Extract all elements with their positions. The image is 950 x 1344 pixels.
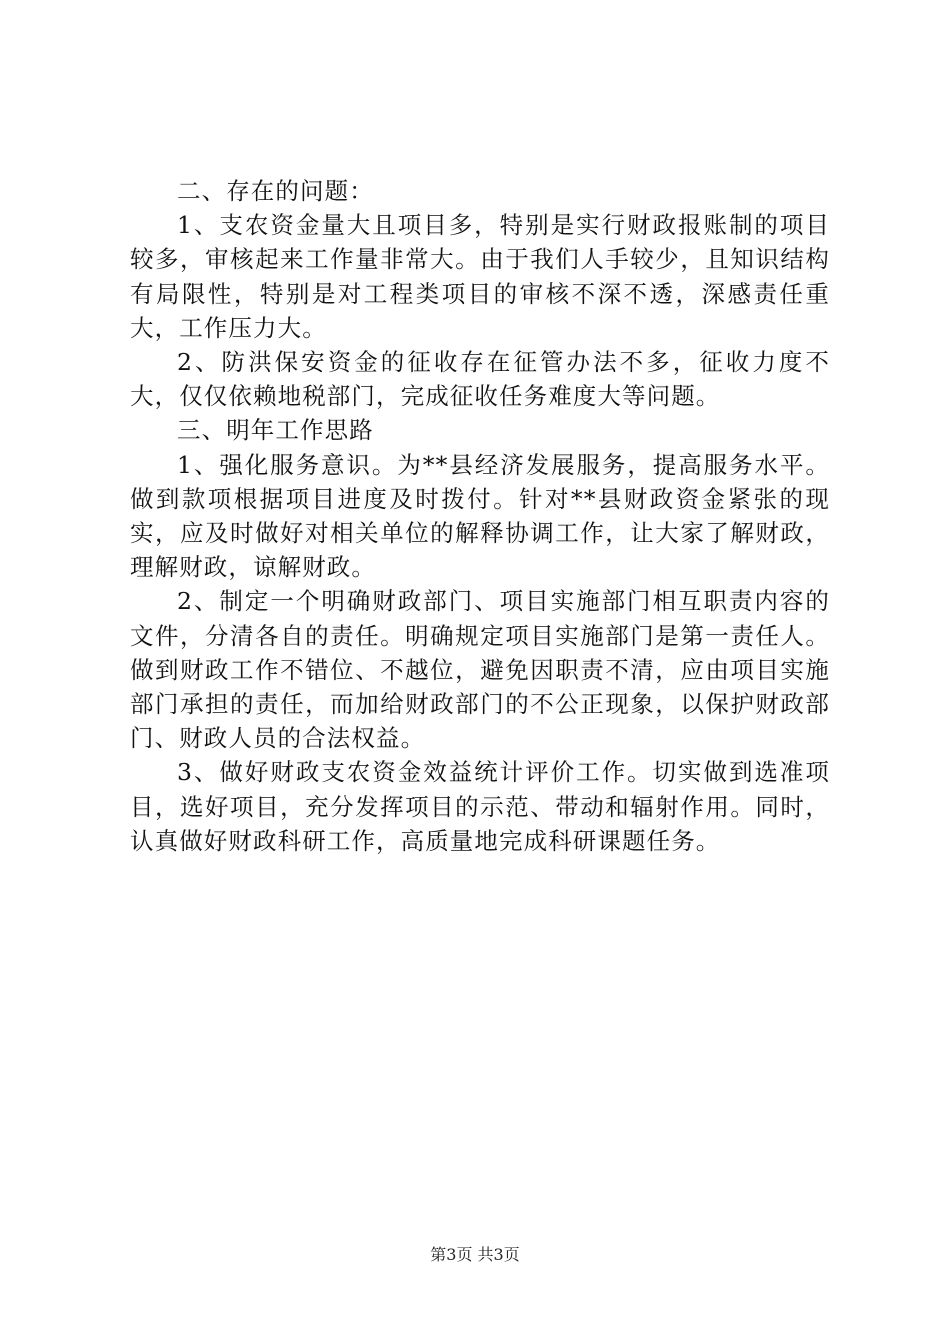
page-number-footer: 第3页 共3页 <box>430 1245 520 1264</box>
paragraph-plan-3: 3、做好财政支农资金效益统计评价工作。切实做到选准项目，选好项目，充分发挥项目的示范、带动和辐射作用。同时，认真做好财政科研工作，高质量地完成科研课题任务。 <box>130 758 830 855</box>
heading-existing-problems: 二、存在的问题： <box>177 177 374 205</box>
paragraph-problem-1: 1、支农资金量大且项目多，特别是实行财政报账制的项目较多，审核起来工作量非常大。由于我们人手较少，且知识结构有局限性，特别是对工程类项目的审核不深不透，深感责任重大，工作压力大。 <box>130 211 830 342</box>
paragraph-plan-2: 2、制定一个明确财政部门、项目实施部门相互职责内容的文件，分清各自的责任。明确规定项目实施部门是第一责任人。做到财政工作不错位、不越位，避免因职责不清，应由项目实施部门承担的责任，而加给财政部门的不公正现象，以保护财政部门、财政人员的合法权益。 <box>130 587 830 753</box>
document-body <box>130 174 830 858</box>
paragraph-problem-2: 2、防洪保安资金的征收存在征管办法不多，征收力度不大，仅仅依赖地税部门，完成征收任务难度大等问题。 <box>130 348 830 411</box>
heading-next-year-plan: 三、明年工作思路 <box>177 416 374 445</box>
paragraph-plan-1: 1、强化服务意识。为**县经济发展服务，提高服务水平。做到款项根据项目进度及时拨付。针对**县财政资金紧张的现实，应及时做好对相关单位的解释协调工作，让大家了解财政，理解财政，谅解财政。 <box>130 450 830 582</box>
